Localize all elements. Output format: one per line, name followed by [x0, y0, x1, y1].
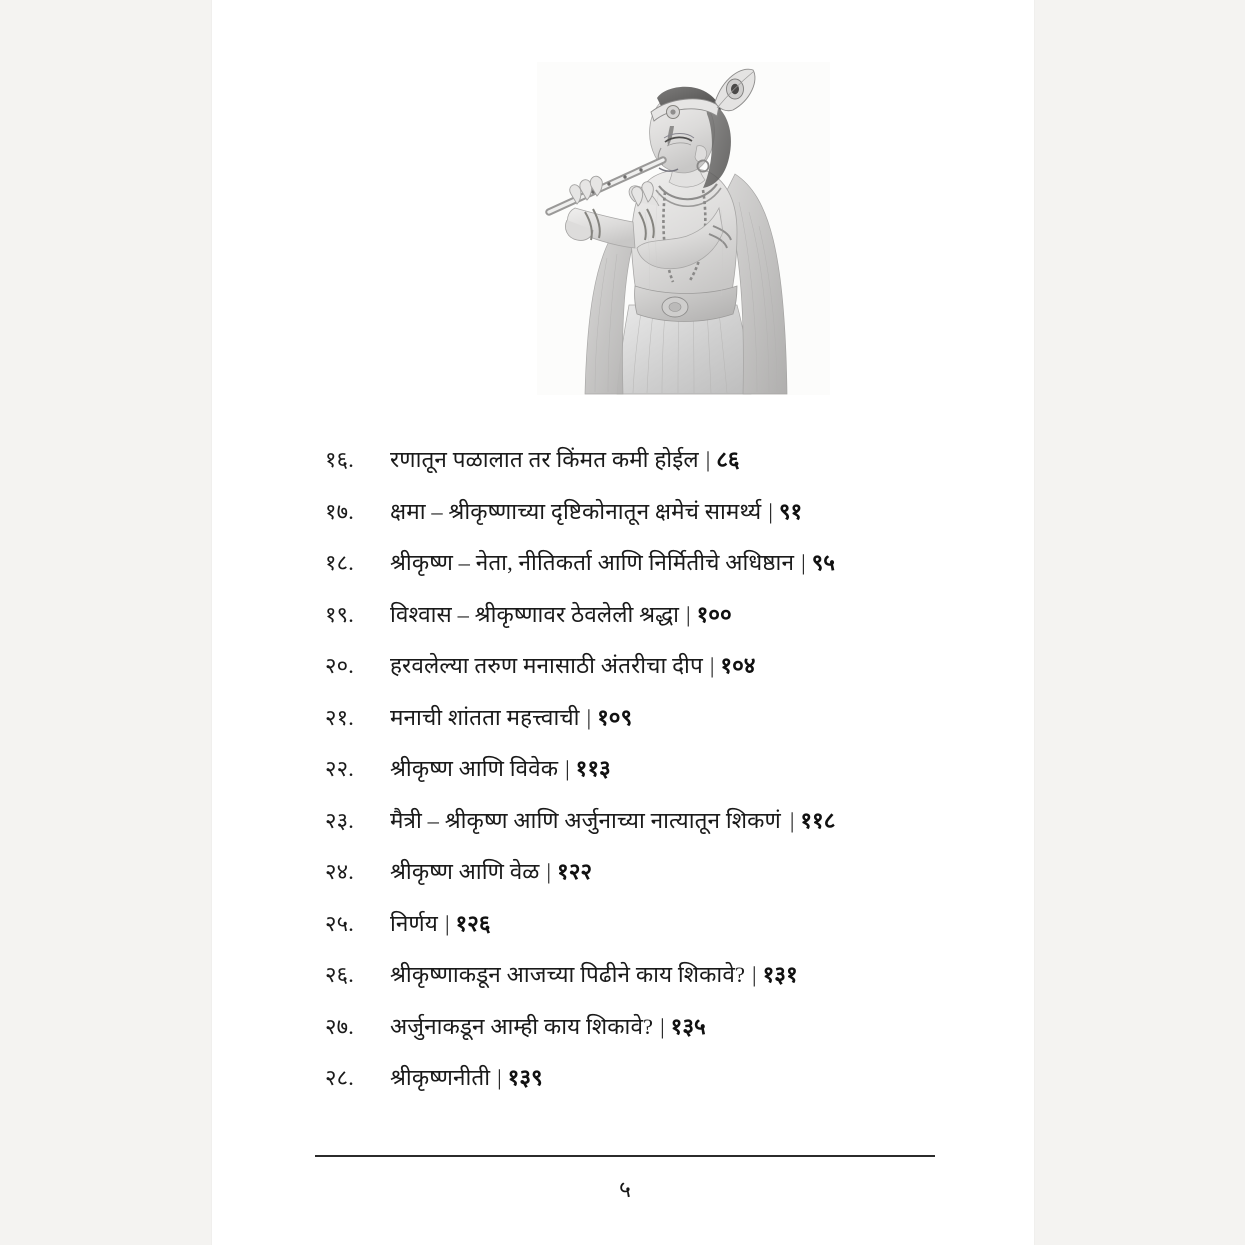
page-number: ५	[619, 1177, 631, 1202]
toc-entry-number: १७.	[325, 498, 354, 524]
toc-entry-page: १२६	[455, 910, 491, 936]
toc-entry-separator: |	[801, 550, 806, 575]
toc-entry-title: श्रीकृष्ण आणि विवेक	[390, 756, 559, 781]
toc-entry-title: निर्णय	[390, 910, 438, 936]
toc-entry-page: ११८	[800, 807, 836, 833]
toc-entry[interactable]	[325, 752, 985, 804]
toc-entry-separator: |	[705, 447, 711, 472]
toc-entry-page: ९५	[811, 550, 835, 575]
toc-entry-separator: |	[565, 756, 570, 781]
toc-entry[interactable]	[325, 598, 985, 650]
toc-entry-separator: |	[660, 1013, 665, 1039]
toc-entry-number: १९.	[325, 601, 354, 627]
toc-entry-separator: |	[444, 910, 450, 936]
toc-entry-number: २७.	[325, 1013, 354, 1039]
toc-entry-title: मनाची शांतता महत्त्वाची	[390, 704, 580, 730]
toc-entry-page: ११३	[575, 756, 611, 781]
toc-entry-page: १०९	[597, 704, 633, 730]
toc-entry-number: २५.	[325, 910, 354, 936]
toc-entry-page: ८६	[716, 447, 740, 472]
toc-entry[interactable]	[325, 701, 985, 753]
toc-entry[interactable]	[325, 443, 985, 495]
toc-entry[interactable]	[325, 649, 985, 701]
toc-entry-page: ९१	[778, 498, 803, 524]
toc-entry[interactable]	[325, 1010, 985, 1062]
toc-entry-title: मैत्री – श्रीकृष्ण आणि अर्जुनाच्या नात्यातून शिकणं	[390, 807, 781, 833]
toc-entry[interactable]	[325, 958, 985, 1010]
toc-entry-page: १३९	[507, 1065, 543, 1090]
toc-entry-title: क्षमा – श्रीकृष्णाच्या दृष्टिकोनातून क्षमेचं सामर्थ्य	[390, 498, 762, 524]
krishna-flute-illustration	[537, 62, 830, 395]
toc-entry-separator: |	[546, 859, 552, 884]
footer-divider-rule	[315, 1155, 935, 1157]
toc-entry[interactable]	[325, 495, 985, 547]
toc-entry[interactable]	[325, 855, 985, 907]
toc-entry-number: २६.	[325, 962, 354, 987]
toc-entry-page: १००	[696, 601, 732, 627]
toc-entry[interactable]	[325, 546, 985, 598]
book-page-sheet	[212, 0, 1034, 1245]
toc-entry-page: १३५	[670, 1013, 706, 1039]
toc-entry-number: १६.	[325, 447, 354, 472]
toc-entry-separator: |	[709, 653, 715, 678]
toc-entry-page: १२२	[557, 859, 593, 884]
toc-entry-separator: |	[752, 962, 757, 987]
toc-entry-number: २४.	[325, 859, 354, 884]
toc-entry-title: अर्जुनाकडून आम्ही काय शिकावे?	[390, 1013, 654, 1039]
toc-entry-page: १०४	[720, 653, 756, 678]
toc-entry-number: २१.	[325, 704, 354, 730]
toc-entry-separator: |	[686, 601, 691, 627]
toc-entry[interactable]	[325, 1061, 985, 1113]
toc-entry-separator: |	[789, 807, 795, 833]
toc-entry-title: श्रीकृष्ण – नेता, नीतिकर्ता आणि निर्मितीचे अधिष्ठान	[390, 550, 795, 575]
toc-entry-separator: |	[586, 704, 592, 730]
toc-entry[interactable]	[325, 907, 985, 959]
toc-entry-title: रणातून पळालात तर किंमत कमी होईल	[390, 447, 699, 472]
toc-entry-number: २८.	[325, 1065, 354, 1090]
table-of-contents	[325, 443, 985, 1113]
toc-entry-title: श्रीकृष्णनीती	[390, 1065, 491, 1090]
toc-entry[interactable]	[325, 804, 985, 856]
toc-entry-number: २३.	[325, 807, 354, 833]
toc-entry-separator: |	[768, 498, 773, 524]
toc-entry-title: श्रीकृष्ण आणि वेळ	[390, 859, 540, 884]
toc-entry-number: १८.	[325, 550, 354, 575]
toc-entry-number: २२.	[325, 756, 354, 781]
toc-entry-title: विश्वास – श्रीकृष्णावर ठेवलेली श्रद्धा	[390, 601, 680, 627]
toc-entry-title: श्रीकृष्णाकडून आजच्या पिढीने काय शिकावे?	[390, 962, 746, 987]
toc-entry-title: हरवलेल्या तरुण मनासाठी अंतरीचा दीप	[390, 653, 703, 678]
toc-entry-separator: |	[497, 1065, 502, 1090]
toc-entry-number: २०.	[325, 653, 354, 678]
toc-entry-page: १३१	[762, 962, 798, 987]
